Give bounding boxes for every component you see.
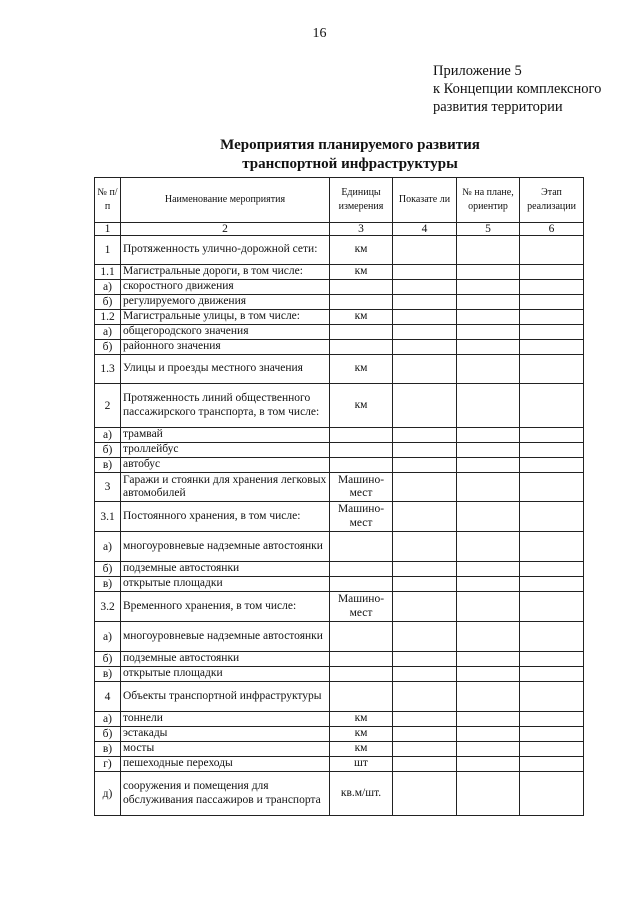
unit-cell: км	[330, 384, 393, 428]
plan-cell	[457, 622, 520, 652]
unit-cell: км	[330, 742, 393, 757]
stage-cell	[520, 757, 584, 772]
row-number-cell: 1.1	[95, 265, 121, 280]
plan-cell	[457, 355, 520, 384]
measure-name-cell: многоуровневые надземные автостоянки	[121, 622, 330, 652]
unit-cell: кв.м/шт.	[330, 772, 393, 816]
unit-cell: км	[330, 727, 393, 742]
indicator-cell	[393, 473, 457, 502]
table-header-row	[95, 178, 584, 223]
stage-cell	[520, 622, 584, 652]
indicator-cell	[393, 652, 457, 667]
table-row	[95, 667, 584, 682]
table-row	[95, 458, 584, 473]
indicator-cell	[393, 502, 457, 532]
stage-cell	[520, 772, 584, 816]
appendix-line-2: к Концепции комплексного	[433, 81, 602, 97]
stage-cell	[520, 502, 584, 532]
document-title-line-2: транспортной инфраструктуры	[242, 156, 458, 172]
unit-cell	[330, 458, 393, 473]
measure-name-cell: Магистральные дороги, в том числе:	[121, 265, 330, 280]
stage-cell	[520, 295, 584, 310]
indicator-cell	[393, 355, 457, 384]
indicator-cell	[393, 622, 457, 652]
indicator-cell	[393, 712, 457, 727]
measure-name-cell: многоуровневые надземные автостоянки	[121, 532, 330, 562]
plan-cell	[457, 757, 520, 772]
row-number-cell: 3.1	[95, 502, 121, 532]
plan-cell	[457, 280, 520, 295]
measure-name-cell: подземные автостоянки	[121, 652, 330, 667]
plan-cell	[457, 236, 520, 265]
row-number-cell: б)	[95, 727, 121, 742]
row-number-cell: а)	[95, 712, 121, 727]
unit-cell	[330, 532, 393, 562]
indicator-cell	[393, 682, 457, 712]
indicator-cell	[393, 428, 457, 443]
indicator-cell	[393, 295, 457, 310]
stage-cell	[520, 742, 584, 757]
column-number: 4	[393, 223, 457, 236]
unit-cell: км	[330, 236, 393, 265]
indicator-cell	[393, 577, 457, 592]
measure-name-cell: общегородского значения	[121, 325, 330, 340]
stage-cell	[520, 532, 584, 562]
plan-cell	[457, 712, 520, 727]
row-number-cell: а)	[95, 622, 121, 652]
indicator-cell	[393, 562, 457, 577]
stage-cell	[520, 428, 584, 443]
measure-name-cell: автобус	[121, 458, 330, 473]
header-plan: № на плане, ориентир	[457, 178, 520, 223]
unit-cell	[330, 295, 393, 310]
measure-name-cell: Временного хранения, в том числе:	[121, 592, 330, 622]
plan-cell	[457, 532, 520, 562]
measure-name-cell: трамвай	[121, 428, 330, 443]
unit-cell	[330, 325, 393, 340]
table-row	[95, 236, 584, 265]
unit-cell: км	[330, 310, 393, 325]
row-number-cell: 1.2	[95, 310, 121, 325]
measure-name-cell: троллейбус	[121, 443, 330, 458]
column-number: 3	[330, 223, 393, 236]
stage-cell	[520, 340, 584, 355]
unit-cell: Машино-мест	[330, 473, 393, 502]
stage-cell	[520, 682, 584, 712]
unit-cell: км	[330, 265, 393, 280]
measure-name-cell: регулируемого движения	[121, 295, 330, 310]
stage-cell	[520, 384, 584, 428]
measure-name-cell: мосты	[121, 742, 330, 757]
unit-cell: Машино-мест	[330, 502, 393, 532]
table-row	[95, 757, 584, 772]
indicator-cell	[393, 667, 457, 682]
measure-name-cell: Магистральные улицы, в том числе:	[121, 310, 330, 325]
plan-cell	[457, 652, 520, 667]
appendix-line-1: Приложение 5	[433, 63, 522, 79]
indicator-cell	[393, 772, 457, 816]
stage-cell	[520, 727, 584, 742]
document-title-line-1: Мероприятия планируемого развития	[220, 137, 480, 153]
stage-cell	[520, 325, 584, 340]
row-number-cell: д)	[95, 772, 121, 816]
plan-cell	[457, 473, 520, 502]
column-number-row	[95, 223, 584, 236]
table-row	[95, 502, 584, 532]
unit-cell	[330, 577, 393, 592]
stage-cell	[520, 592, 584, 622]
unit-cell	[330, 443, 393, 458]
plan-cell	[457, 295, 520, 310]
plan-cell	[457, 562, 520, 577]
plan-cell	[457, 577, 520, 592]
indicator-cell	[393, 325, 457, 340]
row-number-cell: б)	[95, 295, 121, 310]
column-number: 2	[121, 223, 330, 236]
measure-name-cell: Протяженность улично-дорожной сети:	[121, 236, 330, 265]
header-no: № п/п	[95, 178, 121, 223]
measure-name-cell: сооружения и помещения для обслуживания пассажиров и транспорта	[121, 772, 330, 816]
indicator-cell	[393, 757, 457, 772]
row-number-cell: 1	[95, 236, 121, 265]
row-number-cell: в)	[95, 667, 121, 682]
indicator-cell	[393, 384, 457, 428]
indicator-cell	[393, 340, 457, 355]
column-number: 1	[95, 223, 121, 236]
table-row	[95, 577, 584, 592]
row-number-cell: 3.2	[95, 592, 121, 622]
header-unit: Единицы измерения	[330, 178, 393, 223]
indicator-cell	[393, 727, 457, 742]
row-number-cell: а)	[95, 280, 121, 295]
table-row	[95, 325, 584, 340]
plan-cell	[457, 772, 520, 816]
plan-cell	[457, 443, 520, 458]
header-indicators: Показате ли	[393, 178, 457, 223]
plan-cell	[457, 428, 520, 443]
row-number-cell: б)	[95, 562, 121, 577]
plan-cell	[457, 502, 520, 532]
indicator-cell	[393, 532, 457, 562]
plan-cell	[457, 592, 520, 622]
plan-cell	[457, 742, 520, 757]
indicator-cell	[393, 265, 457, 280]
plan-cell	[457, 667, 520, 682]
stage-cell	[520, 280, 584, 295]
table-row	[95, 310, 584, 325]
plan-cell	[457, 340, 520, 355]
table-row	[95, 295, 584, 310]
table-row	[95, 473, 584, 502]
indicator-cell	[393, 280, 457, 295]
stage-cell	[520, 443, 584, 458]
table-row	[95, 532, 584, 562]
measure-name-cell: подземные автостоянки	[121, 562, 330, 577]
measure-name-cell: открытые площадки	[121, 667, 330, 682]
row-number-cell: 4	[95, 682, 121, 712]
header-stage: Этап реализации	[520, 178, 584, 223]
measure-name-cell: Гаражи и стоянки для хранения легковых автомобилей	[121, 473, 330, 502]
indicator-cell	[393, 742, 457, 757]
table-row	[95, 622, 584, 652]
plan-cell	[457, 265, 520, 280]
table-row	[95, 682, 584, 712]
stage-cell	[520, 712, 584, 727]
measure-name-cell: Объекты транспортной инфраструктуры	[121, 682, 330, 712]
row-number-cell: 2	[95, 384, 121, 428]
plan-cell	[457, 458, 520, 473]
row-number-cell: в)	[95, 577, 121, 592]
stage-cell	[520, 577, 584, 592]
unit-cell	[330, 652, 393, 667]
table-row	[95, 443, 584, 458]
stage-cell	[520, 667, 584, 682]
stage-cell	[520, 473, 584, 502]
row-number-cell: а)	[95, 428, 121, 443]
row-number-cell: а)	[95, 325, 121, 340]
table-row	[95, 265, 584, 280]
table-row	[95, 384, 584, 428]
table-row	[95, 340, 584, 355]
appendix-line-3: развития территории	[433, 99, 563, 115]
row-number-cell: в)	[95, 742, 121, 757]
plan-cell	[457, 682, 520, 712]
measure-name-cell: эстакады	[121, 727, 330, 742]
table-row	[95, 742, 584, 757]
page-number: 16	[312, 26, 327, 41]
plan-cell	[457, 384, 520, 428]
stage-cell	[520, 562, 584, 577]
measure-name-cell: открытые площадки	[121, 577, 330, 592]
row-number-cell: г)	[95, 757, 121, 772]
plan-cell	[457, 310, 520, 325]
stage-cell	[520, 355, 584, 384]
unit-cell	[330, 562, 393, 577]
column-number: 6	[520, 223, 584, 236]
stage-cell	[520, 458, 584, 473]
unit-cell	[330, 280, 393, 295]
indicator-cell	[393, 458, 457, 473]
unit-cell	[330, 667, 393, 682]
stage-cell	[520, 310, 584, 325]
plan-cell	[457, 727, 520, 742]
indicator-cell	[393, 592, 457, 622]
indicator-cell	[393, 443, 457, 458]
appendix-note	[433, 62, 601, 116]
table-row	[95, 562, 584, 577]
row-number-cell: 1.3	[95, 355, 121, 384]
row-number-cell: б)	[95, 652, 121, 667]
row-number-cell: 3	[95, 473, 121, 502]
table-row	[95, 652, 584, 667]
unit-cell: км	[330, 712, 393, 727]
column-number: 5	[457, 223, 520, 236]
stage-cell	[520, 265, 584, 280]
measure-name-cell: Протяженность линий общественного пассажирского транспорта, в том числе:	[121, 384, 330, 428]
table-row	[95, 355, 584, 384]
table-row	[95, 428, 584, 443]
table-row	[95, 280, 584, 295]
row-number-cell: в)	[95, 458, 121, 473]
measure-name-cell: Постоянного хранения, в том числе:	[121, 502, 330, 532]
table-body	[95, 236, 584, 816]
table-row	[95, 712, 584, 727]
unit-cell: км	[330, 355, 393, 384]
row-number-cell: а)	[95, 532, 121, 562]
unit-cell: Машино-мест	[330, 592, 393, 622]
table-row	[95, 772, 584, 816]
document-title	[90, 136, 610, 174]
measure-name-cell: скоростного движения	[121, 280, 330, 295]
indicator-cell	[393, 236, 457, 265]
measure-name-cell: районного значения	[121, 340, 330, 355]
header-name: Наименование мероприятия	[121, 178, 330, 223]
measures-table	[94, 177, 584, 816]
table-row	[95, 727, 584, 742]
unit-cell	[330, 682, 393, 712]
stage-cell	[520, 652, 584, 667]
row-number-cell: б)	[95, 443, 121, 458]
unit-cell	[330, 340, 393, 355]
row-number-cell: б)	[95, 340, 121, 355]
stage-cell	[520, 236, 584, 265]
unit-cell: шт	[330, 757, 393, 772]
indicator-cell	[393, 310, 457, 325]
measure-name-cell: пешеходные переходы	[121, 757, 330, 772]
measure-name-cell: Улицы и проезды местного значения	[121, 355, 330, 384]
unit-cell	[330, 622, 393, 652]
table-row	[95, 592, 584, 622]
unit-cell	[330, 428, 393, 443]
measure-name-cell: тоннели	[121, 712, 330, 727]
plan-cell	[457, 325, 520, 340]
